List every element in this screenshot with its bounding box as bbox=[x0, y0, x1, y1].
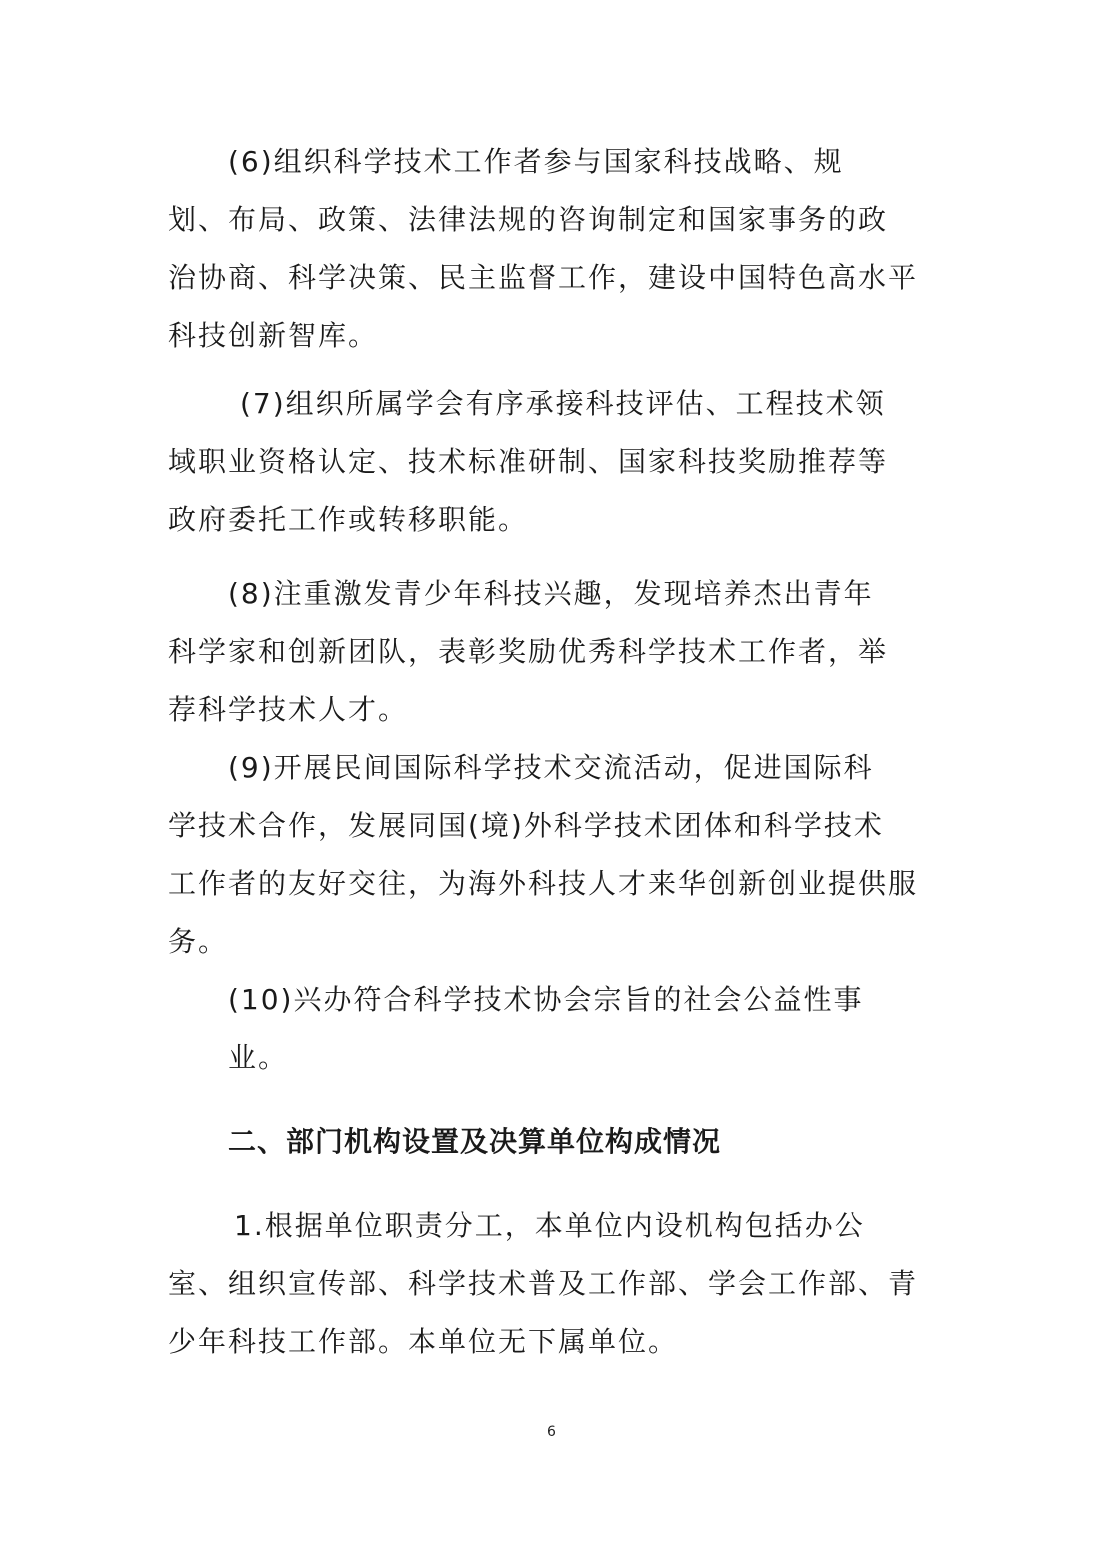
text-line: 工作者的友好交往，为海外科技人才来华创新创业提供服 bbox=[168, 867, 919, 900]
text-line: 1.根据单位职责分工，本单位内设机构包括办公 bbox=[234, 1209, 865, 1242]
text-line: 域职业资格认定、技术标准研制、国家科技奖励推荐等 bbox=[168, 445, 889, 478]
text-line: 学技术合作，发展同国(境)外科学技术团体和科学技术 bbox=[168, 809, 884, 842]
text-line: (10)兴办符合科学技术协会宗旨的社会公益性事 bbox=[228, 983, 864, 1016]
text-line: 科学家和创新团队，表彰奖励优秀科学技术工作者，举 bbox=[168, 635, 889, 668]
page-number: 6 bbox=[547, 1424, 556, 1440]
text-line: 划、布局、政策、法律法规的咨询制定和国家事务的政 bbox=[168, 203, 889, 236]
text-line: (9)开展民间国际科学技术交流活动，促进国际科 bbox=[228, 751, 874, 784]
text-line: 治协商、科学决策、民主监督工作，建设中国特色高水平 bbox=[168, 261, 919, 294]
text-line: 科技创新智库。 bbox=[168, 319, 379, 352]
text-line: 业。 bbox=[228, 1041, 289, 1074]
text-line: 室、组织宣传部、科学技术普及工作部、学会工作部、青 bbox=[168, 1267, 919, 1300]
text-line: (8)注重激发青少年科技兴趣，发现培养杰出青年 bbox=[228, 577, 874, 610]
text-line: (6)组织科学技术工作者参与国家科技战略、规 bbox=[228, 145, 844, 178]
text-line: 务。 bbox=[168, 925, 229, 958]
text-line: 政府委托工作或转移职能。 bbox=[168, 503, 529, 536]
text-line: 少年科技工作部。本单位无下属单位。 bbox=[168, 1325, 679, 1358]
section-heading: 二、部门机构设置及决算单位构成情况 bbox=[228, 1125, 722, 1158]
text-line: 荐科学技术人才。 bbox=[168, 693, 409, 726]
text-line: (7)组织所属学会有序承接科技评估、工程技术领 bbox=[240, 387, 886, 420]
